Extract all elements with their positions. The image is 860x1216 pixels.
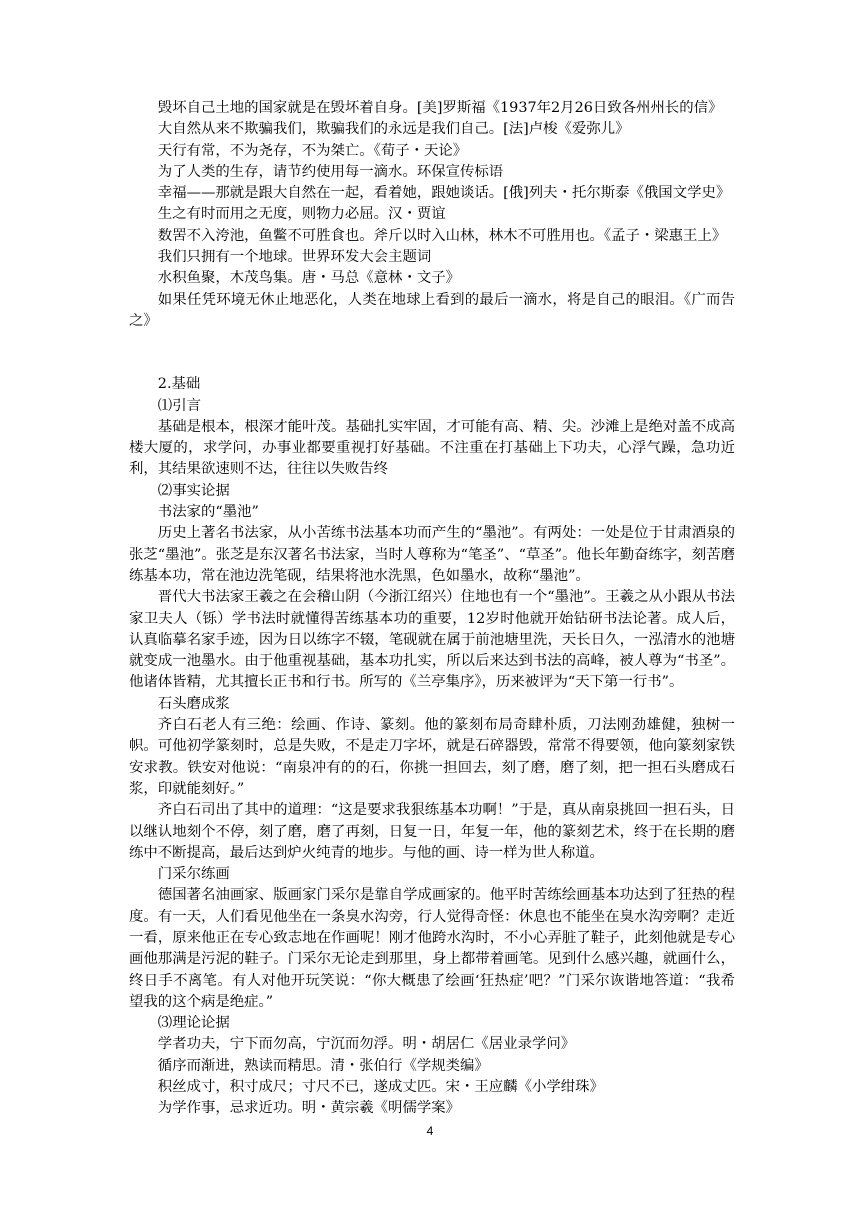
theory-quote: 为学作事，忌求近功。明・黄宗羲《明儒学案》 (157, 1100, 461, 1117)
intro-paragraph: 基础是根本，根深才能叶茂。基础扎实牢固，才可能有高、精、尖。沙滩上是绝对盖不成高楼大厦的，求学问，办事业都要重视打好基础。不注重在打基础上下功夫，心浮气躁，急功近利，其结果欲速则不达，往往以失败告终 (129, 418, 735, 478)
page-content (129, 98, 735, 1120)
spacer (129, 332, 735, 374)
theory-quote: 积丝成寸，积寸成尺；寸尺不已，遂成丈匹。宋・王应麟《小学绀珠》 (157, 1079, 604, 1096)
story-paragraph: 历史上著名书法家，从小苦练书法基本功而产生的“墨池”。有两处：一处是位于甘肃酒泉的张芝“墨池”。张芝是东汉著名书法家，当时人尊称为“笔圣”、“草圣”。他长年勤奋练字，刻苦磨练基本功，常在池边洗笔砚，结果将池水洗黑，色如墨水，故称“墨池”。 (129, 525, 735, 584)
theory-quote: 学者功夫，宁下而勿高，宁沉而勿浮。明・胡居仁《居业录学问》 (157, 1036, 576, 1053)
quote-ad: 如果任凭环境无休止地恶化，人类在地球上看到的最后一滴水，将是自己的眼泪。《广而告之》 (129, 291, 735, 329)
story-title-menzel: 门采尔练画 (157, 866, 230, 883)
subsection-title-intro: ⑴引言 (157, 397, 201, 414)
story-paragraph: 齐白石司出了其中的道理：“这是要求我狠练基本功啊！”于是，真从南泉挑回一担石头，日以继认地刻个不停，刻了磨，磨了再刻，日复一日，年复一年，他的篆刻艺术，终于在长期的磨练中不断提高，最后达到炉火纯青的地步。与他的画、诗一样为世人称道。 (129, 802, 735, 861)
subsection-title-facts: ⑵事实论据 (157, 482, 230, 499)
story-paragraph: 德国著名油画家、版画家门采尔是靠自学成画家的。他平时苦练绘画基本功达到了狂热的程度。有一天，人们看见他坐在一条臭水沟旁，行人觉得奇怪：休息也不能坐在臭水沟旁啊？走近一看，原来他正在专心致志地在作画呢！刚才他跨水沟时，不小心弄脏了鞋子，此刻他就是专心画他那满是污泥的鞋子。门采尔无论走到那里，身上都带着画笔。见到什么感兴趣，就画什么，终日手不离笔。有人对他开玩笑说：“你大概患了绘画‘狂热症’吧？”门采尔诙谐地答道：“我希望我的这个病是绝症。” (129, 887, 735, 1010)
quote-roosevelt: 毁坏自己土地的国家就是在毁坏着自身。[美]罗斯福《1937年2月26日致各州州长的信》 (157, 100, 723, 116)
story-title-mochi: 书法家的“墨池” (157, 504, 259, 521)
section-title: 2.基础 (157, 376, 201, 393)
theory-quote: 循序而渐进，熟读而精思。清・张伯行《学规类编》 (157, 1057, 489, 1074)
story-paragraph: 齐白石老人有三绝：绘画、作诗、篆刻。他的篆刻布局奇肆朴质，刀法刚劲雄健，独树一帜。可他初学篆刻时，总是失败，不是走刀字坏，就是石碎器毁，常常不得要领，他向篆刻家铁安求教。铁安对他说：“南泉冲有的的石，你挑一担回去，刻了磨，磨了刻，把一担石头磨成石浆，印就能刻好。” (129, 717, 735, 797)
story-paragraph: 晋代大书法家王羲之在会稽山阴（今浙江绍兴）住地也有一个“墨池”。王羲之从小跟从书法家卫夫人（铄）学书法时就懂得苦练基本功的重要，12岁时他就开始钻研书法论著。成人后，认真临摹名家手迹，因为日以练字不辍，笔砚就在属于前池塘里洗，天长日久，一泓清水的池塘就变成一池墨水。由于他重视基础，基本功扎实，所以后来达到书法的高峰，被人尊为“书圣”。他诸体皆精，尤其擅长正书和行书。所写的《兰亭集序》，历来被评为“天下第一行书”。 (129, 589, 735, 691)
quote-jiayi: 生之有时而用之无度，则物力必屈。汉・贾谊 (157, 206, 446, 223)
quote-mencius: 数罟不入洿池，鱼鳖不可胜食也。斧斤以时入山林，林木不可胜用也。《孟子・梁惠王上》 (157, 227, 727, 244)
quote-slogan: 为了人类的生存，请节约使用每一滴水。环保宣传标语 (157, 163, 504, 180)
subsection-title-theory: ⑶理论论据 (157, 1015, 230, 1032)
quote-mazong: 水积鱼聚，木茂鸟集。唐・马总《意林・文子》 (157, 270, 461, 287)
quote-earth: 我们只拥有一个地球。世界环发大会主题词 (157, 249, 432, 266)
quote-xunzi: 天行有常，不为尧存，不为桀亡。《荀子・天论》 (157, 142, 468, 159)
story-title-stone: 石头磨成浆 (157, 695, 230, 712)
quote-rousseau: 大自然从来不欺骗我们，欺骗我们的永远是我们自己。[法]卢梭《爱弥儿》 (157, 121, 630, 138)
quote-tolstoy: 幸福——那就是跟大自然在一起，看着她，跟她谈话。[俄]列夫・托尔斯泰《俄国文学史》 (157, 185, 731, 202)
page-number: 4 (426, 1124, 434, 1138)
